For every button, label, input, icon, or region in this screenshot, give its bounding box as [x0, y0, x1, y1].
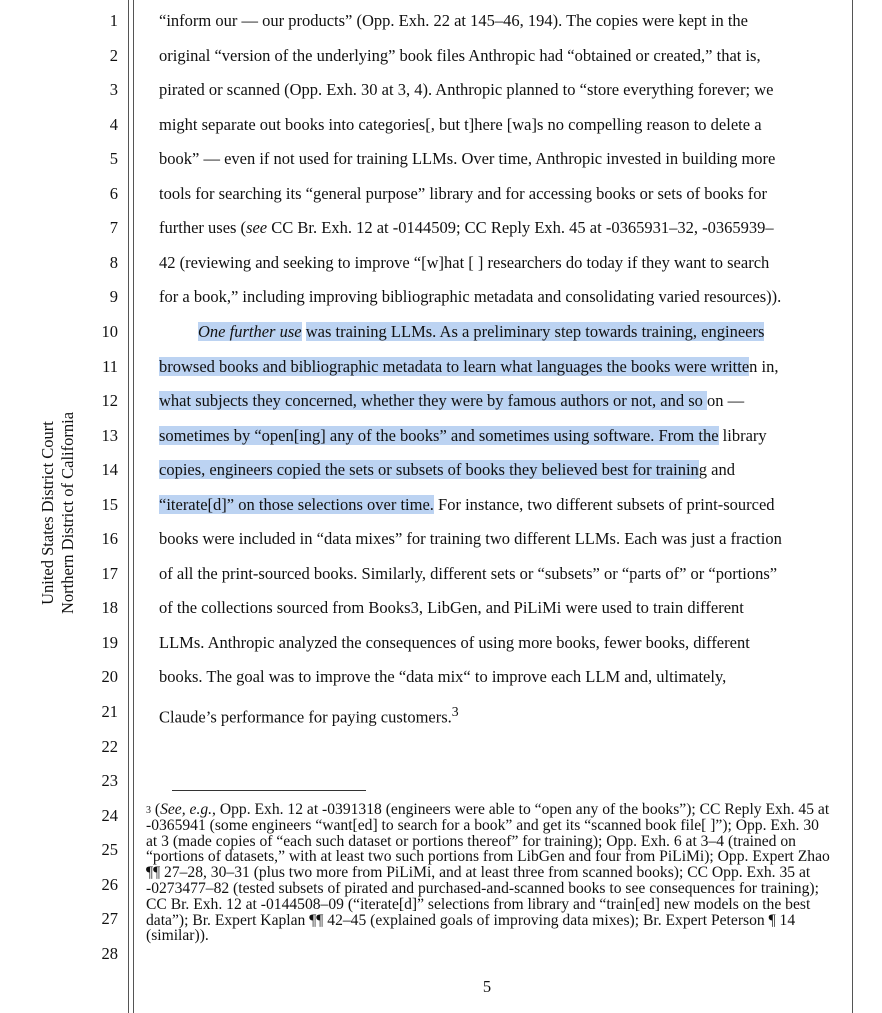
line-number: 5 [109, 149, 118, 169]
highlighted-text: what subjects they concerned, whether they were by famous authors or not, and so [159, 391, 708, 411]
text-line[interactable] [159, 702, 459, 728]
left-margin-rule [128, 0, 129, 1013]
footnote-separator [172, 790, 366, 791]
line-number: 21 [101, 702, 118, 721]
text-run: tools for searching its “general purpose” library and for accessing books or sets of books for [159, 183, 768, 203]
line-number: 2 [109, 45, 118, 65]
line-number: 28 [101, 943, 118, 963]
text-run: For instance, two different subsets of print-sourced [433, 494, 775, 514]
text-run: CC Br. Exh. 12 at -0144509; CC Reply Exh. 45 at -0365931–32, -0365939– [267, 218, 774, 238]
line-number: 26 [101, 874, 118, 894]
text-run: 42 (reviewing and seeking to improve “[w]hat [ ] researchers do today if they want to search [159, 252, 770, 272]
text-run: ( [151, 801, 161, 818]
text-run: pirated or scanned (Opp. Exh. 30 at 3, 4). Anthropic planned to “store everything forever; we [159, 80, 774, 100]
text-line[interactable] [159, 115, 762, 135]
footnote-3[interactable] [146, 802, 830, 944]
line-number: 19 [101, 632, 118, 652]
line-number: 15 [101, 494, 118, 514]
line-number: 17 [101, 563, 118, 583]
text-line[interactable] [159, 529, 782, 549]
line-number: 13 [101, 425, 118, 445]
text-line[interactable] [159, 426, 767, 446]
text-line[interactable] [159, 80, 773, 100]
text-line[interactable] [159, 149, 775, 169]
text-line[interactable] [159, 287, 781, 307]
text-line[interactable] [159, 598, 744, 618]
text-run: on — [707, 391, 745, 411]
court-name: United States District Court [38, 421, 57, 605]
line-number: 18 [101, 598, 118, 618]
footnote-reference: 3 [451, 704, 459, 719]
highlighted-text: copies, engineers copied the sets or subsets of books they believed best for trainin [159, 460, 699, 480]
text-line[interactable] [159, 391, 744, 411]
text-line[interactable] [159, 184, 767, 204]
line-number: 3 [109, 80, 118, 100]
text-run: might separate out books into categories[, but t]here [wa]s no compelling reason to delete a [159, 114, 762, 134]
text-run: of all the print-sourced books. Similarly, different sets or “subsets” or “parts of” or “portions” [159, 563, 778, 583]
text-run: LLMs. Anthropic analyzed the consequences of using more books, fewer books, different [159, 632, 750, 652]
text-run: “inform our — our products” (Opp. Exh. 22 at 145–46, 194). The copies were kept in the [159, 11, 748, 30]
line-number: 8 [109, 252, 118, 272]
italic-text: see [246, 218, 268, 238]
page-number: 5 [482, 977, 492, 996]
left-margin-rule-inner [133, 0, 134, 1013]
highlighted-text: was training LLMs. As a preliminary step towards training, engineers [305, 321, 765, 341]
line-number: 14 [101, 460, 118, 480]
right-margin-rule [852, 0, 853, 1013]
footnote-reference: 3 [146, 805, 151, 816]
text-run: original “version of the underlying” book files Anthropic had “obtained or created,” that is, [159, 45, 761, 65]
text-line[interactable] [159, 253, 769, 273]
text-line[interactable] [159, 218, 774, 238]
highlighted-text: One further use [198, 321, 302, 341]
text-line[interactable] [159, 667, 726, 687]
highlighted-text: sometimes by “open[ing] any of the books” and sometimes using software. From the [159, 425, 719, 445]
text-line[interactable] [159, 11, 748, 31]
line-number: 22 [101, 736, 118, 756]
text-line[interactable] [159, 495, 775, 515]
text-line[interactable] [198, 322, 764, 342]
text-line[interactable] [159, 357, 779, 377]
line-number: 16 [101, 529, 118, 549]
text-run: library [718, 425, 767, 445]
line-number: 7 [109, 218, 118, 238]
text-run: books. The goal was to improve the “data mix“ to improve each LLM and, ultimately, [159, 667, 727, 687]
text-run: of the collections sourced from Books3, LibGen, and PiLiMi were used to train different [159, 598, 744, 618]
line-number: 6 [109, 183, 118, 203]
text-run: g and [698, 460, 735, 480]
text-run: Claude’s performance for paying customers. [159, 707, 452, 727]
text-line[interactable] [159, 633, 750, 653]
text-run: for a book,” including improving bibliographic metadata and consolidating varied resources)). [159, 287, 782, 307]
line-number: 27 [101, 909, 118, 929]
line-number: 20 [101, 667, 118, 687]
highlighted-text: “iterate[d]” on those selections over time. [159, 494, 434, 514]
line-number: 4 [109, 114, 118, 134]
text-run: book” — even if not used for training LLMs. Over time, Anthropic invested in building more [159, 149, 776, 169]
text-run: n in, [749, 356, 779, 376]
text-line[interactable] [159, 460, 735, 480]
text-line[interactable] [159, 46, 761, 66]
line-number: 11 [102, 356, 118, 376]
line-number: 9 [109, 287, 118, 307]
text-run: further uses ( [159, 218, 247, 238]
line-number: 10 [101, 321, 118, 341]
text-line[interactable] [159, 564, 777, 584]
line-number: 23 [101, 771, 118, 791]
court-caption [38, 412, 78, 614]
italic-text: See, e.g. [160, 801, 213, 818]
text-run: books were included in “data mixes” for training two different LLMs. Each was just a fraction [159, 529, 782, 549]
line-number: 25 [101, 840, 118, 860]
line-number: 1 [109, 11, 118, 30]
text-run: , Opp. Exh. 12 at -0391318 (engineers were able to “open any of the books”); CC Reply Exh. 45 at -0365941 (some engineers “want[ed] to search for a book” and get its “scanned book file[ ]”); Opp. Exh. 30 at 3 (made copies of “each such dataset or portions thereof” for training); Opp. Exh. 6 at 3–4 (trained on “portions of datasets,” with at least two such portions from LibGen and four from PiLiMi); Opp. Expert Zhao ¶¶ 27–28, 30–31 (plus two more from PiLiMi, and at least three from scanned books); CC Opp. Exh. 35 at -0273477–82 (tested subsets of pirated and purchased-and-scanned books to see consequences for training); CC Br. Exh. 12 at -0144508–09 (“iterate[d]” selections from library and “train[ed] new models on the best data”); Br. Expert Kaplan ¶¶ 42–45 (explained goals of improving data mixes); Br. Expert Peterson ¶ 14 (similar)). [146, 801, 830, 945]
highlighted-text: browsed books and bibliographic metadata to learn what languages the books were writte [159, 356, 750, 376]
line-number: 24 [101, 805, 118, 825]
court-district: Northern District of California [58, 411, 77, 615]
line-number: 12 [101, 391, 118, 411]
